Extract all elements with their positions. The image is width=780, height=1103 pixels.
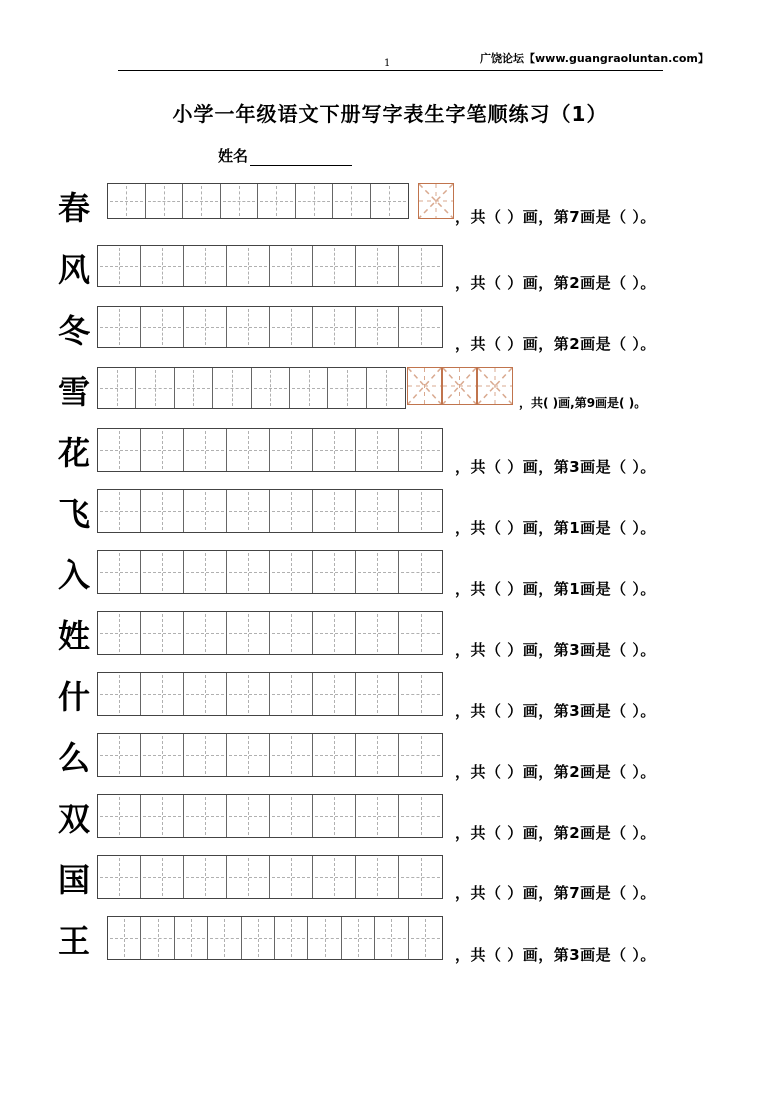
stroke-question: ，共（ ）画，第2画是（ ）。 [455,763,656,781]
grid-cell[interactable] [98,734,141,776]
stroke-question: ，共( )画,第9画是( )。 [519,396,647,410]
grid-cell[interactable] [184,307,227,347]
grid-cell[interactable] [313,490,356,532]
row-character: 冬 [58,312,91,350]
grid-cell[interactable] [242,917,275,959]
grid-cell[interactable] [367,368,405,408]
grid-cell[interactable] [270,246,313,286]
name-label: 姓名 [218,147,249,165]
grid-cell[interactable] [356,429,399,471]
grid-cell[interactable] [141,490,184,532]
tianzige-writing-grid[interactable] [97,672,443,716]
row-character: 飞 [58,495,91,533]
stroke-question: ，共（ ）画，第3画是（ ）。 [455,641,656,659]
grid-cell[interactable] [399,673,442,715]
stroke-question: ，共（ ）画，第7画是（ ）。 [455,884,656,902]
grid-cell[interactable] [371,184,409,218]
grid-cell[interactable] [98,429,141,471]
grid-cell[interactable] [409,917,442,959]
grid-cell[interactable] [227,490,270,532]
grid-cell[interactable] [399,795,442,837]
grid-cell[interactable] [313,307,356,347]
grid-cell[interactable] [98,856,141,898]
mizige-guides [478,368,512,404]
grid-cell[interactable] [98,368,136,408]
grid-cell[interactable] [270,490,313,532]
grid-cell[interactable] [270,307,313,347]
grid-cell[interactable] [141,612,184,654]
row-character: 么 [58,739,91,777]
grid-cell[interactable] [313,429,356,471]
grid-cell[interactable] [184,551,227,593]
grid-cell[interactable] [356,490,399,532]
grid-cell[interactable] [108,917,141,959]
row-character: 入 [58,556,91,594]
grid-cell[interactable] [183,184,221,218]
grid-cell[interactable] [356,307,399,347]
grid-cell[interactable] [275,917,308,959]
stroke-question: ，共（ ）画，第1画是（ ）。 [455,519,656,537]
grid-cell[interactable] [184,429,227,471]
grid-cell[interactable] [213,368,251,408]
grid-cell[interactable] [270,734,313,776]
grid-cell[interactable] [227,307,270,347]
grid-cell[interactable] [313,734,356,776]
grid-cell[interactable] [399,246,442,286]
tianzige-writing-grid[interactable] [97,855,443,899]
mizige-box[interactable] [407,367,442,405]
grid-cell[interactable] [98,246,141,286]
grid-cell[interactable] [141,795,184,837]
grid-cell[interactable] [227,795,270,837]
grid-cell[interactable] [313,795,356,837]
stroke-question: ，共（ ）画，第3画是（ ）。 [455,702,656,720]
grid-cell[interactable] [356,612,399,654]
grid-cell[interactable] [184,795,227,837]
header-rule [118,70,663,71]
row-character: 风 [58,251,91,289]
stroke-question: ，共（ ）画，第3画是（ ）。 [455,458,656,476]
grid-cell[interactable] [270,612,313,654]
row-character: 什 [58,678,91,716]
tianzige-writing-grid[interactable] [97,733,443,777]
tianzige-writing-grid[interactable] [97,367,406,409]
grid-cell[interactable] [227,734,270,776]
tianzige-writing-grid[interactable] [97,611,443,655]
grid-cell[interactable] [175,917,208,959]
grid-cell[interactable] [227,551,270,593]
tianzige-writing-grid[interactable] [107,183,409,219]
grid-cell[interactable] [227,429,270,471]
grid-cell[interactable] [227,856,270,898]
mizige-guides [419,184,453,218]
grid-cell[interactable] [184,612,227,654]
grid-cell[interactable] [227,246,270,286]
grid-cell[interactable] [356,551,399,593]
grid-cell[interactable] [313,673,356,715]
grid-cell[interactable] [184,490,227,532]
mizige-box[interactable] [477,367,513,405]
grid-cell[interactable] [399,734,442,776]
stroke-question: ，共（ ）画，第2画是（ ）。 [455,335,656,353]
grid-cell[interactable] [98,551,141,593]
stroke-question: ，共（ ）画，第7画是（ ）。 [455,208,656,226]
grid-cell[interactable] [342,917,375,959]
grid-cell[interactable] [108,184,146,218]
mizige-guides [408,368,441,404]
grid-cell[interactable] [141,551,184,593]
mizige-box[interactable] [418,183,454,219]
row-character: 雪 [58,373,91,411]
grid-cell[interactable] [270,673,313,715]
grid-cell[interactable] [270,551,313,593]
grid-cell[interactable] [399,429,442,471]
grid-cell[interactable] [333,184,371,218]
grid-cell[interactable] [141,673,184,715]
grid-cell[interactable] [356,856,399,898]
grid-cell[interactable] [227,612,270,654]
grid-cell[interactable] [356,673,399,715]
grid-cell[interactable] [290,368,328,408]
row-character: 花 [58,434,91,472]
grid-cell[interactable] [98,307,141,347]
tianzige-writing-grid[interactable] [97,794,443,838]
grid-cell[interactable] [399,490,442,532]
mizige-box[interactable] [442,367,477,405]
tianzige-writing-grid[interactable] [97,489,443,533]
grid-cell[interactable] [146,184,184,218]
grid-cell[interactable] [98,795,141,837]
tianzige-writing-grid[interactable] [97,428,443,472]
grid-cell[interactable] [175,368,213,408]
stroke-question: ，共（ ）画，第1画是（ ）。 [455,580,656,598]
grid-cell[interactable] [136,368,174,408]
page-number: 1 [384,58,391,69]
grid-cell[interactable] [399,612,442,654]
grid-cell[interactable] [308,917,341,959]
grid-cell[interactable] [356,795,399,837]
tianzige-writing-grid[interactable] [97,245,443,287]
grid-cell[interactable] [258,184,296,218]
name-field [218,145,352,166]
tianzige-writing-grid[interactable] [107,916,443,960]
row-character: 国 [58,861,91,899]
name-blank[interactable] [250,150,352,166]
site-tag: 广饶论坛【www.guangraoluntan.com】 [480,52,709,65]
grid-cell[interactable] [313,246,356,286]
grid-cell[interactable] [399,551,442,593]
tianzige-writing-grid[interactable] [97,550,443,594]
grid-cell[interactable] [227,673,270,715]
row-character: 双 [58,800,91,838]
stroke-question: ，共（ ）画，第2画是（ ）。 [455,274,656,292]
grid-cell[interactable] [221,184,259,218]
grid-cell[interactable] [141,429,184,471]
grid-cell[interactable] [141,246,184,286]
grid-cell[interactable] [98,612,141,654]
grid-cell[interactable] [356,734,399,776]
grid-cell[interactable] [141,917,174,959]
grid-cell[interactable] [184,246,227,286]
page-title: 小学一年级语文下册写字表生字笔顺练习（1） [172,102,608,126]
row-character: 姓 [58,617,91,655]
grid-cell[interactable] [270,795,313,837]
grid-cell[interactable] [270,429,313,471]
grid-cell[interactable] [141,856,184,898]
grid-cell[interactable] [328,368,366,408]
grid-cell[interactable] [313,612,356,654]
row-character: 春 [58,189,91,227]
grid-cell[interactable] [98,490,141,532]
grid-cell[interactable] [252,368,290,408]
grid-cell[interactable] [184,673,227,715]
grid-cell[interactable] [313,551,356,593]
grid-cell[interactable] [270,856,313,898]
grid-cell[interactable] [313,856,356,898]
grid-cell[interactable] [184,734,227,776]
grid-cell[interactable] [208,917,241,959]
grid-cell[interactable] [184,856,227,898]
grid-cell[interactable] [399,307,442,347]
stroke-question: ，共（ ）画，第3画是（ ）。 [455,946,656,964]
grid-cell[interactable] [141,734,184,776]
grid-cell[interactable] [141,307,184,347]
grid-cell[interactable] [98,673,141,715]
stroke-question: ，共（ ）画，第2画是（ ）。 [455,824,656,842]
grid-cell[interactable] [375,917,408,959]
grid-cell[interactable] [356,246,399,286]
grid-cell[interactable] [399,856,442,898]
row-character: 王 [58,922,91,960]
grid-cell[interactable] [296,184,334,218]
mizige-guides [443,368,476,404]
tianzige-writing-grid[interactable] [97,306,443,348]
